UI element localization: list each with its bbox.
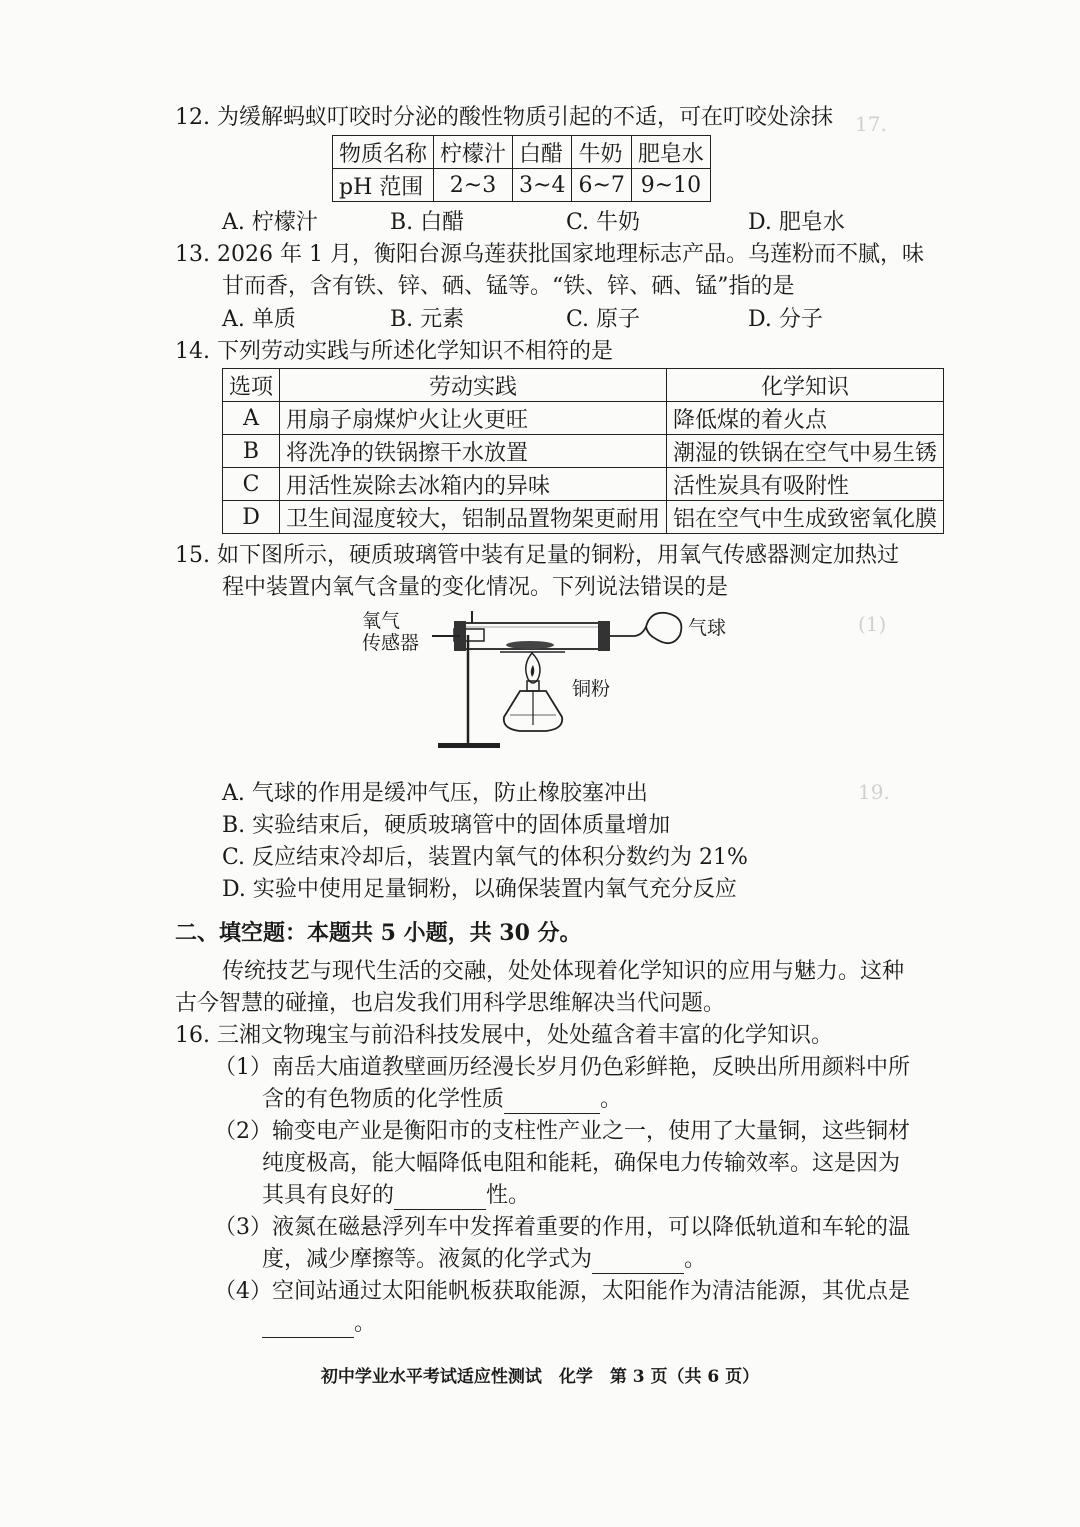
bleed-through-text: (1) [858, 612, 887, 636]
q15-option-b: B. 实验结束后，硬质玻璃管中的固体质量增加 [222, 813, 671, 838]
table-row [223, 435, 944, 468]
q12-option-c: C. 牛奶 [566, 210, 641, 235]
table-cell: D [223, 501, 280, 534]
table-header: 化学知识 [667, 369, 944, 402]
period: 。 [600, 1087, 623, 1112]
label-balloon: 气球 [688, 617, 727, 639]
label-oxygen: 氧气 [362, 610, 401, 632]
table-header: 物质名称 [333, 136, 434, 169]
table-header: 肥皂水 [631, 136, 710, 169]
q16-part2-line3 [262, 1182, 530, 1210]
table-cell: 卫生间湿度较大，铝制品置物架更耐用 [280, 501, 667, 534]
q16-part3-line2 [262, 1246, 706, 1274]
table-cell: C [223, 468, 280, 501]
section-title: 二、填空题：本题共 5 小题，共 30 分。 [175, 920, 582, 946]
period: 。 [354, 1311, 377, 1336]
q13-line1: 13. 2026 年 1 月，衡阳台源乌莲获批国家地理标志产品。乌莲粉而不腻，味 [175, 242, 924, 267]
page-footer: 初中学业水平考试适应性测试 化学 第 3 页（共 6 页） [320, 1367, 760, 1387]
table-header: 牛奶 [572, 136, 631, 169]
section-intro-line1: 传统技艺与现代生活的交融，处处体现着化学知识的应用与魅力。这种 [222, 959, 905, 984]
table-row [223, 501, 944, 534]
q12-stem: 12. 为缓解蚂蚁叮咬时分泌的酸性物质引起的不适，可在叮咬处涂抹 [175, 105, 833, 130]
q13-option-c: C. 原子 [566, 307, 641, 332]
table-cell: 降低煤的着火点 [667, 402, 944, 435]
q16-part1-line1: （1）南岳大庙道教壁画历经漫长岁月仍色彩鲜艳，反映出所用颜料中所 [214, 1055, 910, 1080]
period: 。 [684, 1247, 707, 1272]
answer-blank[interactable] [394, 1187, 486, 1210]
q16-part2-line2: 纯度极高，能大幅降低电阻和能耗，确保电力传输效率。这是因为 [262, 1151, 901, 1176]
answer-blank[interactable] [592, 1251, 684, 1274]
q13-option-d: D. 分子 [748, 307, 823, 332]
table-cell: 潮湿的铁锅在空气中易生锈 [667, 435, 944, 468]
table-cell: 6~7 [572, 169, 631, 202]
table-cell: 将洗净的铁锅擦干水放置 [280, 435, 667, 468]
q13-option-b: B. 元素 [390, 307, 465, 332]
table-cell: 铝在空气中生成致密氧化膜 [667, 501, 944, 534]
q16-part2-text: 其具有良好的 [262, 1183, 395, 1208]
table-header: 柠檬汁 [434, 136, 513, 169]
table-cell: 活性炭具有吸附性 [667, 468, 944, 501]
table-cell: 3~4 [513, 169, 572, 202]
q16-part4-line2 [262, 1310, 376, 1338]
q16-part4-line1: （4）空间站通过太阳能帆板获取能源，太阳能作为清洁能源，其优点是 [214, 1279, 910, 1304]
q13-option-a: A. 单质 [222, 307, 296, 332]
table-cell: A [223, 402, 280, 435]
q16-part2-line1: （2）输变电产业是衡阳市的支柱性产业之一，使用了大量铜，这些铜材 [214, 1119, 910, 1144]
q14-table [222, 368, 944, 534]
table-cell: 用扇子扇煤炉火让火更旺 [280, 402, 667, 435]
table-cell: 2~3 [434, 169, 513, 202]
table-header: 选项 [223, 369, 280, 402]
table-header: 白醋 [513, 136, 572, 169]
answer-blank[interactable] [262, 1315, 354, 1338]
q16-part3-line1: （3）液氮在磁悬浮列车中发挥着重要的作用，可以降低轨道和车轮的温 [214, 1215, 910, 1240]
q13-line2: 甘而香，含有铁、锌、硒、锰等。“铁、锌、硒、锰”指的是 [222, 274, 795, 299]
label-copper-powder: 铜粉 [572, 678, 611, 700]
q16-part1-text: 含的有色物质的化学性质 [262, 1087, 505, 1112]
table-cell: 9~10 [631, 169, 710, 202]
q16-part2-suffix: 性。 [486, 1183, 531, 1208]
q16-part1-line2 [262, 1086, 622, 1114]
q15-line1: 15. 如下图所示，硬质玻璃管中装有足量的铜粉，用氧气传感器测定加热过 [175, 543, 899, 568]
q14-stem: 14. 下列劳动实践与所述化学知识不相符的是 [175, 339, 613, 364]
bleed-through-text: 19. [858, 780, 890, 804]
q12-option-d: D. 肥皂水 [748, 210, 845, 235]
q12-option-b: B. 白醋 [390, 210, 465, 235]
q15-option-a: A. 气球的作用是缓冲气压，防止橡胶塞冲出 [222, 781, 648, 806]
copper-oxygen-apparatus-figure [350, 605, 740, 755]
q15-option-d: D. 实验中使用足量铜粉，以确保装置内氧气充分反应 [222, 877, 737, 902]
table-row-label: pH 范围 [333, 169, 434, 202]
table-row [223, 468, 944, 501]
q12-ph-table [332, 135, 711, 202]
q15-option-c: C. 反应结束冷却后，装置内氧气的体积分数约为 21% [222, 845, 748, 870]
label-sensor: 传感器 [362, 632, 420, 654]
section-intro-line2: 古今智慧的碰撞，也启发我们用科学思维解决当代问题。 [175, 991, 726, 1016]
q15-line2: 程中装置内氧气含量的变化情况。下列说法错误的是 [222, 575, 729, 600]
table-header: 劳动实践 [280, 369, 667, 402]
q12-option-a: A. 柠檬汁 [222, 210, 318, 235]
bleed-through-text: 17. [855, 112, 887, 136]
table-row [223, 402, 944, 435]
table-cell: B [223, 435, 280, 468]
q16-stem: 16. 三湘文物瑰宝与前沿科技发展中，处处蕴含着丰富的化学知识。 [175, 1023, 833, 1048]
answer-blank[interactable] [504, 1091, 600, 1114]
q16-part3-text: 度，减少摩擦等。液氮的化学式为 [262, 1247, 593, 1272]
table-cell: 用活性炭除去冰箱内的异味 [280, 468, 667, 501]
